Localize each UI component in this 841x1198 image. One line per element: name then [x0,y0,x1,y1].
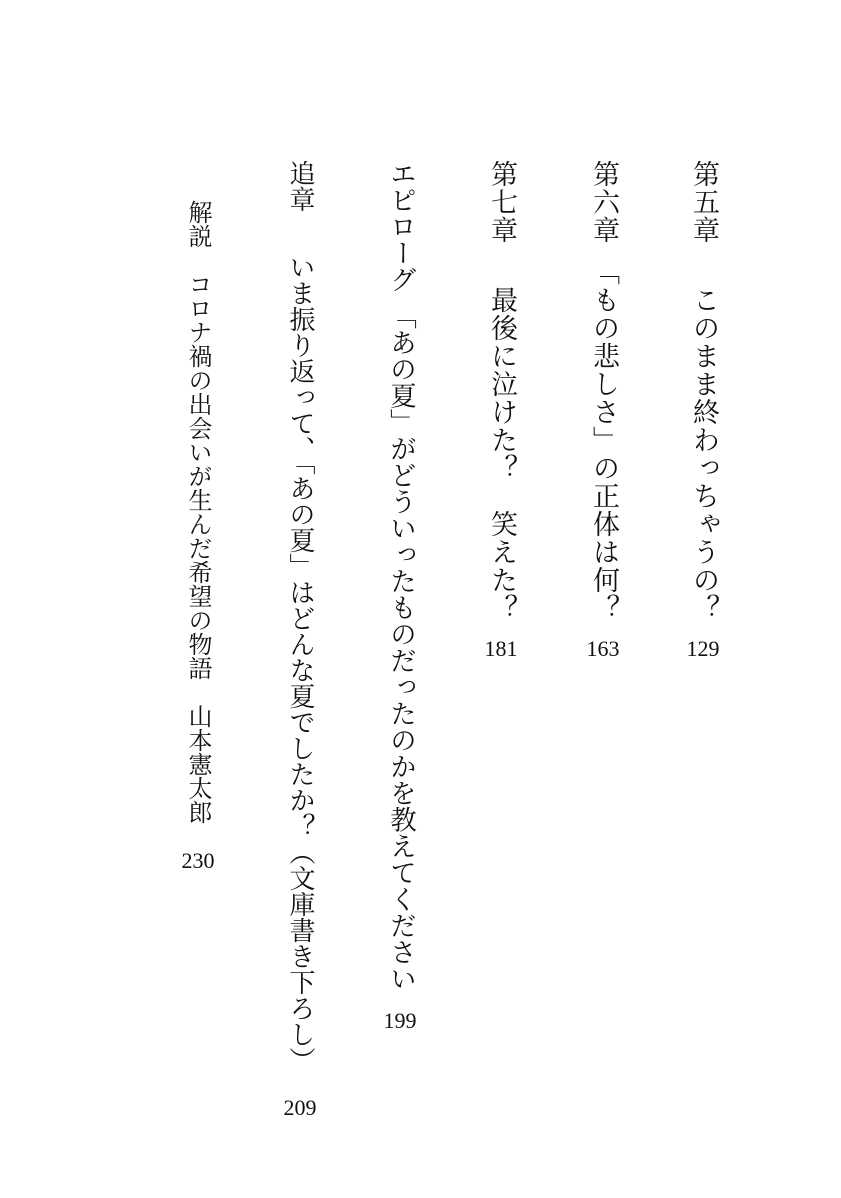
toc-entry-text [481,160,521,622]
page-number: 199 [383,1007,417,1033]
chapter-title: 「あの夏」がどういったものだったのかを教えてください [385,302,416,992]
page-number: 129 [686,636,720,661]
chapter-label: 第六章 [588,160,619,244]
toc-entry-text [280,160,320,1073]
chapter-label: 第五章 [688,160,719,244]
chapter-title: いま振り返って、「あの夏」はどんな夏でしたか？（文庫書き下ろし） [285,254,315,1073]
commentary-label: 解説 [184,200,212,248]
toc-entry-text [380,160,420,992]
page-number: 163 [586,636,620,661]
page-number: 209 [283,1095,317,1120]
page-number: 230 [181,848,215,873]
toc-entry-text [683,160,723,622]
chapter-title: 最後に泣けた？ 笑えた？ [486,286,517,622]
toc-entry-chapter-5[interactable] [683,160,723,662]
chapter-label: 第七章 [486,160,517,244]
chapter-label: エピローグ [385,160,416,293]
page-number: 181 [484,636,518,661]
commentary-author: 山本憲太郎 [184,704,212,824]
toc-entry-epilogue[interactable] [380,160,420,1034]
commentary-title: コロナ禍の出会いが生んだ希望の物語 [184,272,212,680]
toc-entry-text [178,200,218,824]
toc-entry-text [583,160,623,622]
toc-entry-additional-chapter[interactable] [280,160,320,1121]
toc-entry-commentary[interactable] [178,200,218,874]
chapter-title: 「もの悲しさ」の正体は何？ [588,258,619,622]
toc-entry-chapter-7[interactable] [481,160,521,662]
toc-entry-chapter-6[interactable] [583,160,623,662]
chapter-label: 追章 [285,160,315,212]
chapter-title: このまま終わっちゃうの？ [688,286,719,622]
